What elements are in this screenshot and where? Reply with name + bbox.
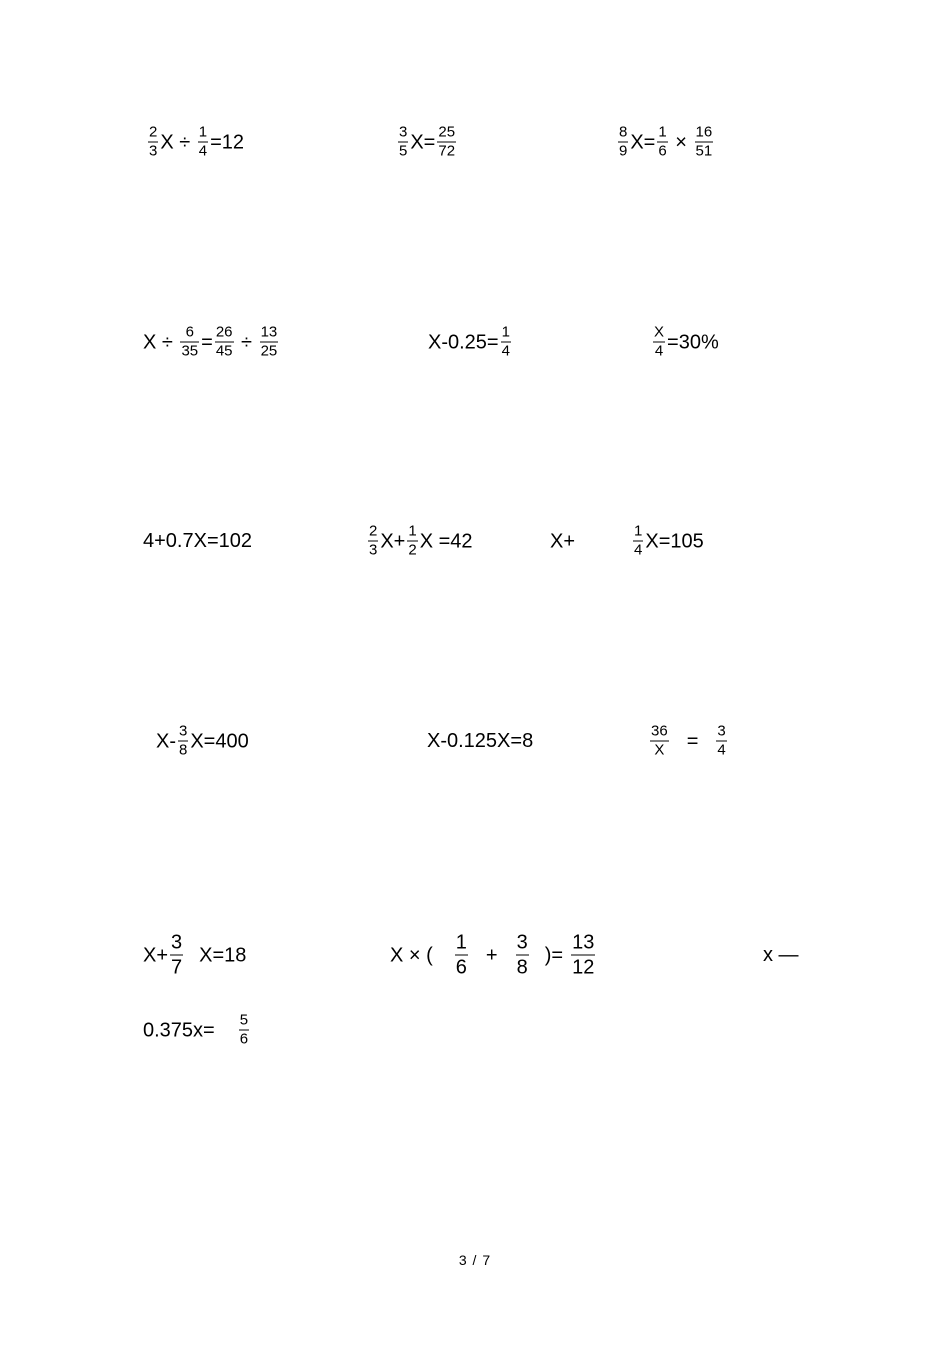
fraction: $\frac{3}{5}$ (399, 123, 408, 160)
equation-text: 4+0.7X=102 (143, 530, 252, 552)
equation-r1c1 (146, 125, 244, 160)
equation-r6c1 (143, 1013, 251, 1048)
equation-text: X= (630, 131, 656, 153)
fraction: $\frac{1}{2}$ (408, 522, 417, 559)
equation-text: X × ( (390, 944, 433, 966)
fraction: $\frac{3}{8}$ (179, 722, 188, 759)
equation-r5c3 (763, 945, 799, 965)
equation-text: )= (544, 944, 564, 966)
equation-text: 0.375x= (143, 1019, 215, 1041)
fraction: $\frac{3}{7}$ (171, 931, 183, 979)
equation-r3c1 (143, 531, 252, 551)
equation-r2c1 (143, 325, 280, 360)
equation-text: X-0.125X=8 (427, 730, 534, 752)
fraction: $\frac{5}{6}$ (239, 1011, 249, 1048)
equation-text: X-0.25= (428, 331, 499, 353)
equation-text: = (201, 331, 213, 353)
fraction: $\frac{16}{51}$ (695, 123, 713, 160)
equation-text: X=105 (645, 530, 704, 552)
fraction: $\frac{1}{6}$ (658, 123, 667, 160)
equation-text: X+ (380, 530, 406, 552)
fraction: $\frac{1}{4}$ (634, 522, 643, 559)
fraction: $\frac{8}{9}$ (619, 123, 628, 160)
equation-text: × (669, 131, 693, 153)
equation-r4c1 (156, 724, 249, 759)
equation-text: X- (156, 730, 176, 752)
equation-text: + (485, 944, 498, 966)
fraction: $\frac{1}{4}$ (198, 123, 208, 160)
fraction: $\frac{6}{35}$ (181, 323, 199, 360)
equation-r5c2 (390, 932, 597, 979)
equation-text: = (686, 730, 699, 752)
fraction: $\frac{13}{12}$ (572, 931, 595, 979)
fraction: $\frac{13}{25}$ (260, 323, 278, 360)
equation-r4c2 (427, 731, 533, 751)
equation-text: X= (410, 131, 436, 153)
equation-text: X+ (550, 530, 576, 552)
equation-text: X =42 (419, 530, 473, 552)
equation-text: X=400 (190, 730, 249, 752)
fraction: $\frac{36}{X}$ (651, 722, 668, 759)
equation-r2c3 (651, 325, 719, 360)
equation-text: x — (763, 944, 799, 966)
equation-text: X ÷ (143, 331, 179, 353)
fraction: $\frac{25}{72}$ (438, 123, 456, 160)
fraction: $\frac{3}{4}$ (717, 722, 726, 759)
fraction: $\frac{2}{3}$ (149, 123, 158, 160)
fraction: $\frac{X}{4}$ (654, 323, 665, 360)
fraction: $\frac{1}{6}$ (455, 931, 467, 979)
equation-text: X+ (143, 944, 169, 966)
equation-r3c3 (550, 524, 704, 559)
equation-r3c2 (366, 524, 473, 559)
fraction: $\frac{1}{4}$ (501, 323, 510, 360)
equation-text: X=18 (199, 944, 247, 966)
fraction: $\frac{2}{3}$ (369, 522, 378, 559)
fraction: $\frac{26}{45}$ (215, 323, 233, 360)
fraction: $\frac{3}{8}$ (516, 931, 528, 979)
equation-r1c3 (616, 125, 715, 160)
equation-r1c2 (396, 125, 458, 160)
page-number: 3 / 7 (458, 1252, 492, 1268)
equation-r2c2 (428, 325, 513, 360)
equation-r5c1 (143, 932, 246, 979)
equation-text: X ÷ (160, 131, 196, 153)
equation-text: =12 (210, 131, 245, 153)
equation-text: ÷ (235, 331, 258, 353)
equation-text: =30% (667, 331, 719, 353)
equation-r4c3 (648, 724, 729, 759)
